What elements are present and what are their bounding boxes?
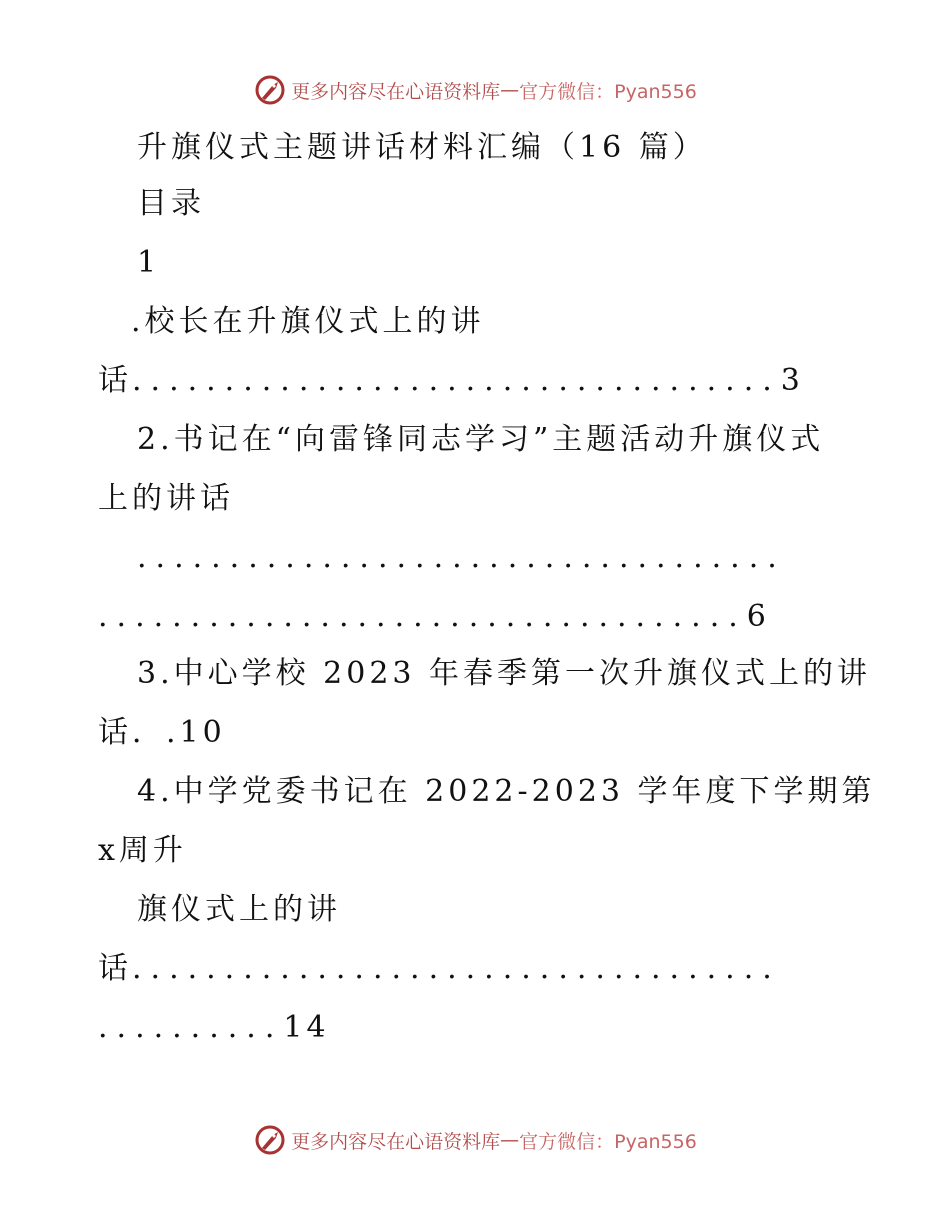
- toc-entry-3-line: [98, 715, 226, 751]
- toc-entry-4-leader-1: ...................................: [132, 951, 781, 986]
- toc-entry-4-line: [98, 951, 781, 987]
- toc-entry-1-title: .校长在升旗仪式上的讲: [131, 304, 485, 339]
- toc-entry-2-line: [98, 599, 770, 635]
- watermark-wechat: 官方微信：Pyan556: [519, 1130, 697, 1153]
- document-title: 升旗仪式主题讲话材料汇编（16 篇）: [137, 130, 707, 165]
- watermark-wechat: 官方微信：Pyan556: [519, 80, 697, 103]
- toc-entry-4-title-3: 旗仪式上的讲: [137, 892, 341, 927]
- toc-entry-4-title-end: 话: [98, 951, 132, 986]
- toc-entry-4-title-2: x周升: [98, 833, 187, 868]
- toc-entry-1-number: 1: [137, 245, 161, 280]
- watermark-dash: —: [500, 79, 520, 101]
- watermark-banner-bottom: [0, 1120, 950, 1160]
- toc-entry-4-line-2: [98, 1010, 330, 1046]
- pen-nib-circle-icon: [253, 1123, 287, 1157]
- toc-entry-4-page: 14: [283, 1010, 330, 1045]
- toc-entry-2-title-end: 上的讲话: [98, 481, 234, 516]
- toc-entry-1-page: 3: [780, 363, 804, 398]
- toc-entry-2-leader-1: ...................................: [137, 540, 786, 575]
- toc-entry-2-title: 2.书记在“向雷锋同志学习”主题活动升旗仪式: [137, 422, 825, 457]
- toc-entry-2-leader-2: ...................................: [98, 599, 747, 634]
- toc-entry-1-line: [98, 363, 804, 399]
- watermark-text: 更多内容尽在心语资料库: [291, 1130, 501, 1153]
- pen-nib-circle-icon: [253, 73, 287, 107]
- toc-entry-1-leader: ...................................: [132, 363, 781, 398]
- toc-entry-2-page: 6: [746, 599, 770, 634]
- watermark-banner-top: [0, 70, 950, 110]
- watermark-dash: —: [500, 1129, 520, 1151]
- toc-entry-4-leader-2: ..........: [98, 1010, 284, 1045]
- watermark-text: 更多内容尽在心语资料库: [291, 80, 501, 103]
- toc-entry-1-title-end: 话: [98, 363, 132, 398]
- toc-entry-3-title: 3.中心学校 2023 年春季第一次升旗仪式上的讲: [137, 656, 872, 691]
- toc-entry-4-title: 4.中学党委书记在 2022-2023 学年度下学期第: [137, 774, 876, 809]
- toc-heading: 目录: [137, 186, 205, 221]
- toc-entry-3-page: 10: [179, 715, 226, 750]
- toc-entry-3-title-end: 话．.: [98, 715, 180, 750]
